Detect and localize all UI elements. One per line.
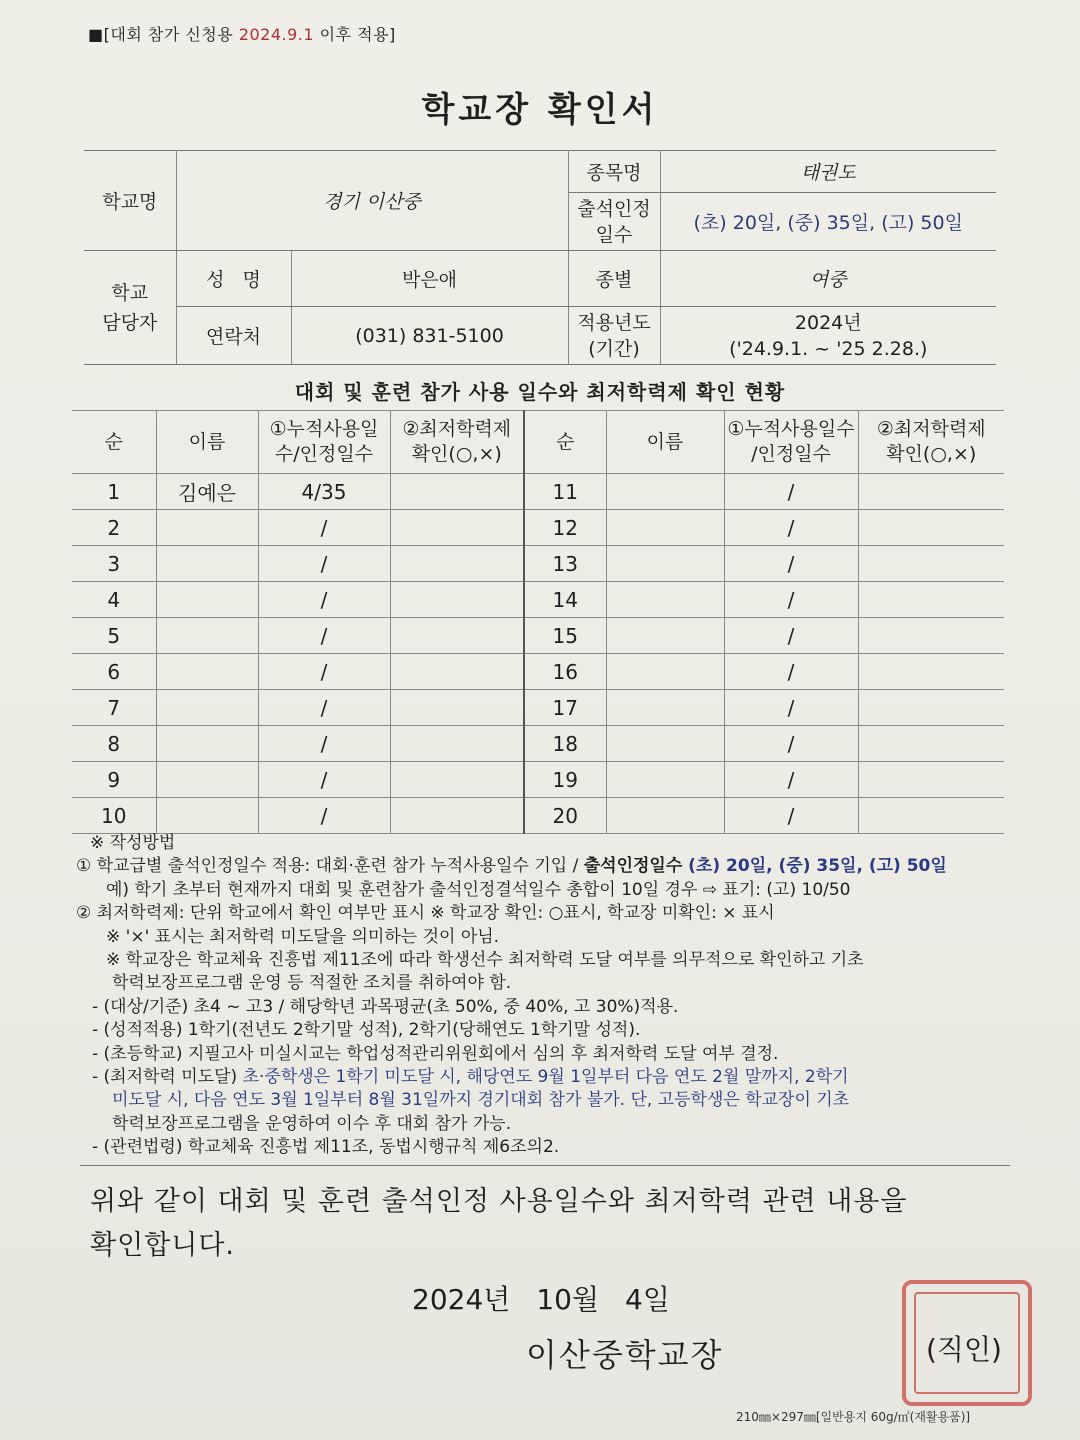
cell-min (858, 582, 1004, 618)
cell-no: 7 (72, 690, 156, 726)
category-value: 여중 (660, 251, 996, 307)
table-row (72, 762, 1004, 798)
cell-no: 14 (524, 582, 606, 618)
cell-min (858, 474, 1004, 510)
cell-used: / (724, 546, 858, 582)
table-row (72, 582, 1004, 618)
confirm-line-2: 확인합니다. (90, 1230, 235, 1261)
cell-used: / (724, 474, 858, 510)
cell-name (606, 690, 724, 726)
divider (80, 1165, 1010, 1166)
cell-used: / (258, 690, 390, 726)
cell-name (606, 546, 724, 582)
school-info-table (84, 150, 996, 365)
cell-min (390, 726, 524, 762)
cell-min (390, 510, 524, 546)
year-label (568, 307, 660, 365)
cell-min (858, 510, 1004, 546)
header-name-left: 이름 (156, 411, 258, 474)
detail-unmet-label: - (최저학력 미도달) (92, 1067, 243, 1088)
tag-prefix: ■[대회 참가 신청용 (88, 25, 239, 44)
cell-no: 15 (524, 618, 606, 654)
cell-min (390, 798, 524, 834)
cell-no: 9 (72, 762, 156, 798)
header-min-right-1: ②최저학력제 (876, 418, 986, 440)
notes-heading: ※ 작성방법 (90, 833, 176, 853)
detail-elementary: - (초등학교) 지필고사 미실시교는 학업성적관리위원회에서 심의 후 최저학력 도달 여부 결정. (92, 1043, 779, 1064)
cell-no: 12 (524, 510, 606, 546)
cell-min (390, 762, 524, 798)
cell-min (858, 546, 1004, 582)
attend-label-2: 일수 (595, 223, 633, 246)
table-row (72, 726, 1004, 762)
cell-name (156, 762, 258, 798)
cell-used: / (724, 582, 858, 618)
cell-name (156, 654, 258, 690)
status-table (72, 410, 1004, 834)
cell-name (606, 582, 724, 618)
note-1 (76, 855, 1016, 878)
cell-name (606, 510, 724, 546)
date-day: 4일 (625, 1283, 670, 1316)
year-value-1: 2024년 (794, 311, 862, 334)
header-min-left (390, 411, 524, 474)
cell-min (858, 690, 1004, 726)
detail-unmet-text: 초·중학생은 1학기 미도달 시, 해당연도 9월 1일부터 다음 연도 2월 말까지, 2학기 (242, 1067, 849, 1088)
header-min-left-1: ②최저학력제 (402, 418, 512, 440)
table-row (72, 546, 1004, 582)
note-2: ② 최저학력제: 단위 학교에서 확인 여부만 표시 ※ 학교장 확인: ○표시, 학교장 미확인: × 표시 (76, 903, 775, 924)
tag-suffix: 이후 적용] (314, 25, 396, 44)
note-2-sub-1: ※ '×' 표시는 최저학력 미도달을 의미하는 것이 아님. (106, 926, 500, 947)
signing-date (412, 1278, 696, 1318)
table-row (72, 798, 1004, 834)
cell-name (156, 510, 258, 546)
name-value: 박은애 (291, 251, 568, 307)
table-row (72, 618, 1004, 654)
school-value: 경기 이산중 (176, 151, 568, 251)
cell-name (606, 798, 724, 834)
cell-used: / (258, 726, 390, 762)
date-year: 2024년 (412, 1283, 511, 1316)
cell-used: / (724, 510, 858, 546)
cell-used: / (258, 654, 390, 690)
note-2-sub-2b: 학력보장프로그램 운영 등 적절한 조치를 취하여야 함. (112, 973, 512, 994)
cell-no: 4 (72, 582, 156, 618)
table-row (72, 474, 1004, 510)
detail-unmet-cont-1: 미도달 시, 다음 연도 3월 1일부터 8월 31일까지 경기대회 참가 불가. 단, 고등학생은 학교장이 기초 (112, 1090, 850, 1111)
sport-label: 종목명 (568, 151, 660, 193)
cell-name (606, 474, 724, 510)
seal-label: (직인) (926, 1333, 1002, 1366)
cell-min (858, 654, 1004, 690)
phone-value: (031) 831-5100 (291, 307, 568, 365)
cell-used: / (258, 618, 390, 654)
attend-value: (초) 20일, (중) 35일, (고) 50일 (660, 193, 996, 251)
table-row (72, 510, 1004, 546)
note-1-bold: 출석인정일수 (583, 856, 689, 877)
cell-name (606, 726, 724, 762)
status-title: 대회 및 훈련 참가 사용 일수와 최저학력제 확인 현황 (294, 380, 786, 404)
cell-used: / (724, 654, 858, 690)
year-value (660, 307, 996, 365)
status-table-header (72, 411, 1004, 474)
year-label-2: (기간) (588, 337, 640, 360)
detail-unmet (76, 1066, 1016, 1089)
cell-used: / (258, 510, 390, 546)
cell-no: 5 (72, 618, 156, 654)
sport-value: 태권도 (660, 151, 996, 193)
cell-min (858, 798, 1004, 834)
detail-grades: - (성적적용) 1학기(전년도 2학기말 성적), 2학기(당해연도 1학기말 성적). (92, 1020, 641, 1041)
cell-used: / (724, 726, 858, 762)
header-no-left: 순 (72, 411, 156, 474)
contact-label-1: 학교 (111, 281, 149, 304)
cell-no: 19 (524, 762, 606, 798)
cell-no: 20 (524, 798, 606, 834)
paper-spec: 210㎜×297㎜[일반용지 60g/㎡(재활용품)] (736, 1410, 971, 1424)
cell-used: / (724, 690, 858, 726)
cell-no: 13 (524, 546, 606, 582)
table-row (72, 654, 1004, 690)
phone-label: 연락처 (176, 307, 291, 365)
contact-label (84, 251, 176, 365)
header-used-left (258, 411, 390, 474)
cell-min (390, 654, 524, 690)
note-2-sub-2a: ※ 학교장은 학교체육 진흥법 제11조에 따라 학생선수 최저학력 도달 여부를 의무적으로 확인하고 기초 (106, 950, 864, 971)
cell-name (156, 690, 258, 726)
cell-used: / (258, 582, 390, 618)
header-used-left-2: 수/인정일수 (274, 443, 374, 465)
document-title: 학교장 확인서 (421, 90, 659, 130)
confirmation-statement (90, 1180, 1010, 1268)
cell-name (606, 618, 724, 654)
cell-min (858, 618, 1004, 654)
cell-min (858, 762, 1004, 798)
cell-used: / (724, 618, 858, 654)
note-1-days: (초) 20일, (중) 35일, (고) 50일 (688, 856, 947, 877)
header-used-right-1: ①누적사용일수 (727, 418, 855, 440)
cell-min (858, 726, 1004, 762)
cell-used: / (258, 798, 390, 834)
header-name-right: 이름 (606, 411, 724, 474)
cell-no: 17 (524, 690, 606, 726)
cell-no: 3 (72, 546, 156, 582)
cell-no: 18 (524, 726, 606, 762)
cell-no: 8 (72, 726, 156, 762)
note-1-example: 예) 학기 초부터 현재까지 대회 및 훈련참가 출석인정결석일수 총합이 10일 경우 ⇨ 표기: (고) 10/50 (106, 879, 851, 900)
cell-name (156, 798, 258, 834)
cell-used: / (724, 762, 858, 798)
year-label-1: 적용년도 (577, 311, 651, 334)
cell-no: 2 (72, 510, 156, 546)
cell-min (390, 582, 524, 618)
confirm-line-1: 위와 같이 대회 및 훈련 출석인정 사용일수와 최저학력 관련 내용을 (90, 1186, 908, 1217)
instructions (76, 832, 1016, 1160)
header-used-right-2: /인정일수 (751, 443, 831, 465)
cell-name: 김예은 (156, 474, 258, 510)
cell-min (390, 474, 524, 510)
cell-name (156, 618, 258, 654)
name-label: 성 명 (176, 251, 291, 307)
year-value-2: ('24.9.1. ~ '25 2.28.) (729, 337, 928, 360)
cell-min (390, 546, 524, 582)
cell-name (606, 654, 724, 690)
attend-label-1: 출석인정 (577, 197, 651, 220)
cell-used: / (724, 798, 858, 834)
header-min-right-2: 확인(○,×) (886, 443, 977, 465)
header-used-left-1: ①누적사용일 (269, 418, 379, 440)
principal-name: 이산중학교장 (526, 1336, 724, 1374)
detail-law: - (관련법령) 학교체육 진흥법 제11조, 동법시행규칙 제6조의2. (92, 1137, 560, 1158)
header-min-left-2: 확인(○,×) (411, 443, 502, 465)
cell-name (606, 762, 724, 798)
cell-name (156, 726, 258, 762)
cell-min (390, 618, 524, 654)
form-usage-tag (88, 22, 396, 45)
detail-unmet-cont-2: 학력보장프로그램을 운영하여 이수 후 대회 참가 가능. (112, 1113, 512, 1134)
cell-no: 6 (72, 654, 156, 690)
cell-min (390, 690, 524, 726)
cell-used: 4/35 (258, 474, 390, 510)
school-label: 학교명 (84, 151, 176, 251)
cell-no: 10 (72, 798, 156, 834)
status-table-body (72, 474, 1004, 834)
tag-date: 2024.9.1 (238, 25, 315, 44)
table-row (72, 690, 1004, 726)
note-1-text: ① 학교급별 출석인정일수 적용: 대회·훈련 참가 누적사용일수 기입 / (76, 856, 584, 877)
cell-used: / (258, 762, 390, 798)
cell-name (156, 546, 258, 582)
header-used-right (724, 411, 858, 474)
cell-used: / (258, 546, 390, 582)
cell-name (156, 582, 258, 618)
cell-no: 11 (524, 474, 606, 510)
cell-no: 16 (524, 654, 606, 690)
attend-label (568, 193, 660, 251)
header-no-right: 순 (524, 411, 606, 474)
category-label: 종별 (568, 251, 660, 307)
header-min-right (858, 411, 1004, 474)
cell-no: 1 (72, 474, 156, 510)
date-month: 10월 (536, 1283, 599, 1316)
detail-target: - (대상/기준) 초4 ~ 고3 / 해당학년 과목평균(초 50%, 중 40%, 고 30%)적용. (92, 996, 679, 1017)
contact-label-2: 담당자 (102, 311, 158, 334)
